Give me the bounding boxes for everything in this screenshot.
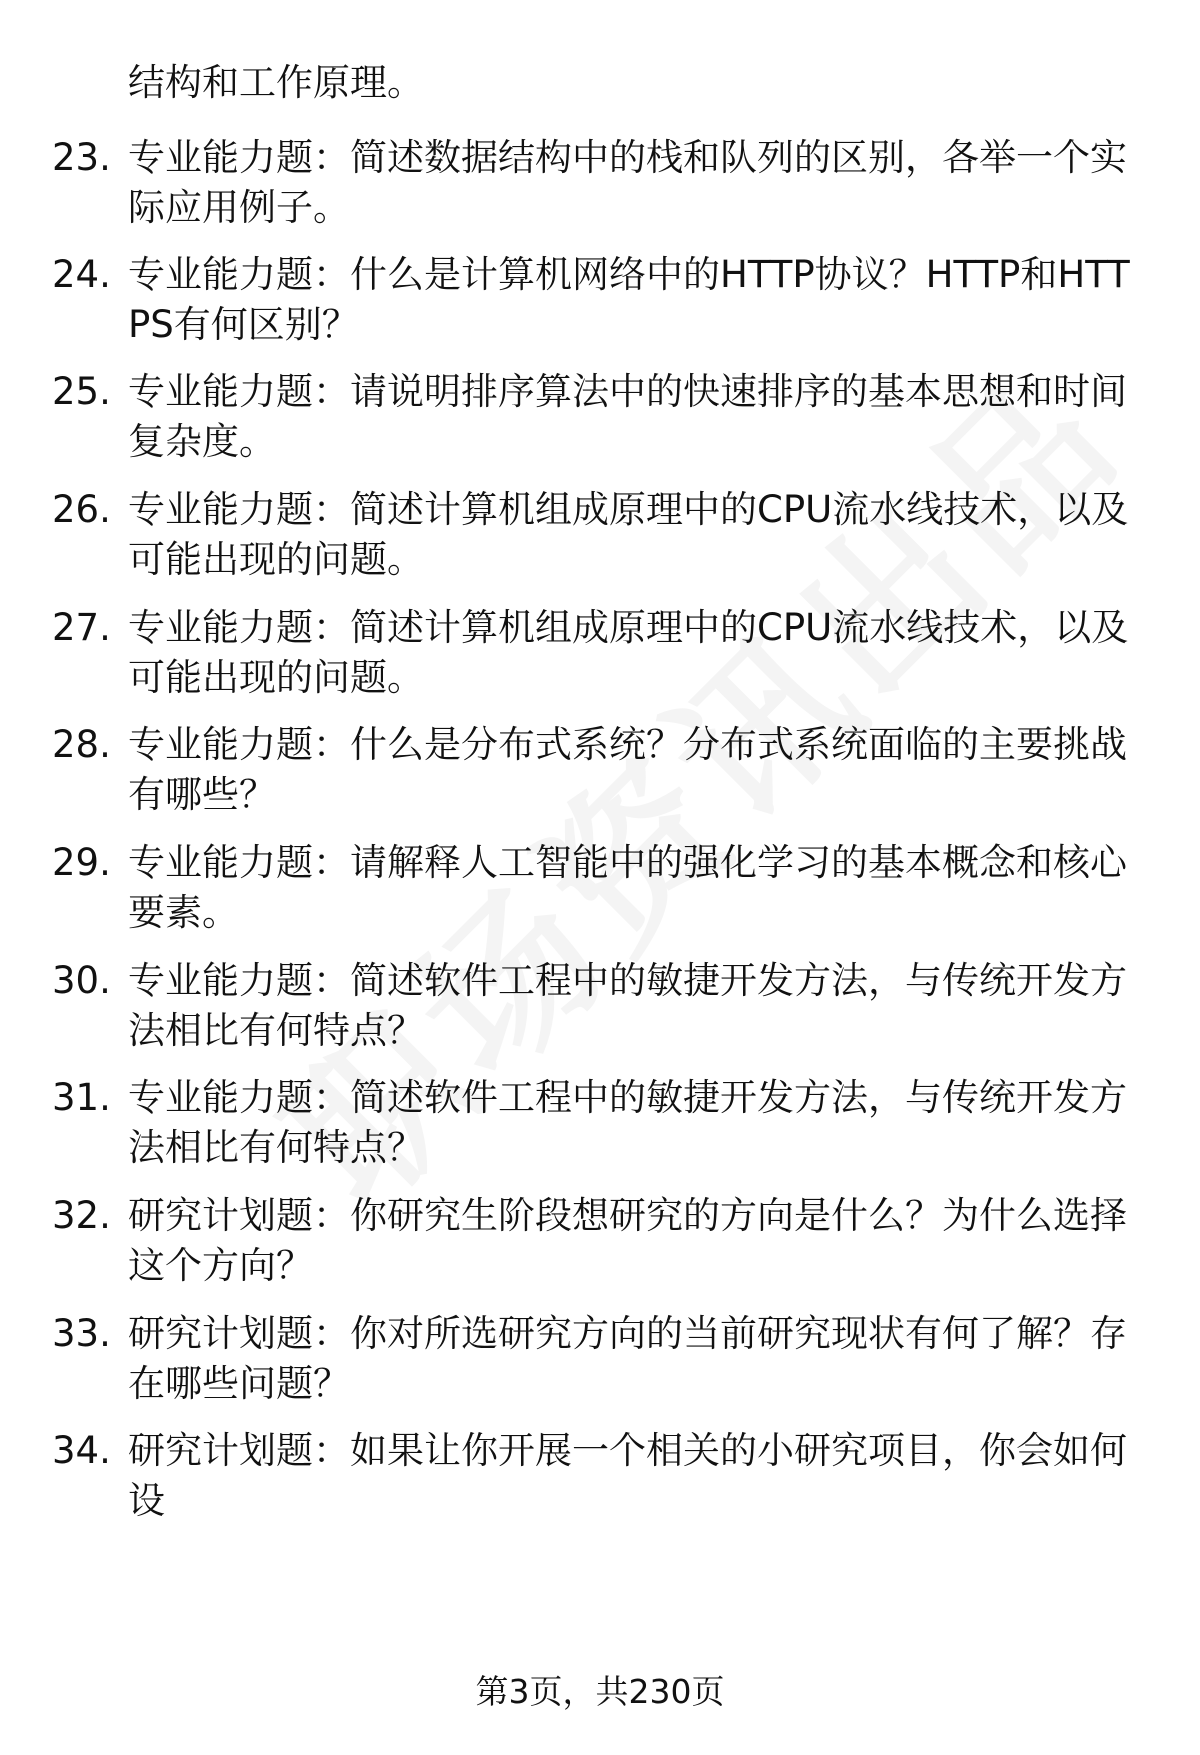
question-text: 专业能力题：简述计算机组成原理中的CPU流水线技术，以及可能出现的问题。 bbox=[128, 488, 1129, 581]
question-number: 24. bbox=[52, 253, 111, 296]
question-number: 27. bbox=[52, 606, 111, 649]
question-number: 25. bbox=[52, 370, 111, 413]
question-text: 专业能力题：什么是分布式系统？分布式系统面临的主要挑战有哪些？ bbox=[128, 723, 1127, 816]
question-text: 研究计划题：如果让你开展一个相关的小研究项目，你会如何设 bbox=[128, 1429, 1127, 1522]
question-number: 33. bbox=[52, 1312, 111, 1355]
question-number: 31. bbox=[52, 1076, 111, 1119]
question-number: 23. bbox=[52, 136, 111, 179]
question-number: 26. bbox=[52, 488, 111, 531]
question-number: 32. bbox=[52, 1194, 111, 1237]
question-text: 专业能力题：请解释人工智能中的强化学习的基本概念和核心要素。 bbox=[128, 841, 1127, 934]
question-number: 28. bbox=[52, 723, 111, 766]
page-footer: 第3页，共230页 bbox=[475, 1672, 725, 1711]
question-number: 34. bbox=[52, 1429, 111, 1472]
question-text: 专业能力题：简述数据结构中的栈和队列的区别，各举一个实际应用例子。 bbox=[128, 136, 1127, 229]
question-text: 专业能力题：简述计算机组成原理中的CPU流水线技术，以及可能出现的问题。 bbox=[128, 606, 1129, 699]
question-text: 专业能力题：简述软件工程中的敏捷开发方法，与传统开发方法相比有何特点？ bbox=[128, 959, 1127, 1052]
question-text: 专业能力题：什么是计算机网络中的HTTP协议？HTTP和HTTPS有何区别？ bbox=[128, 253, 1130, 346]
question-text: 专业能力题：简述软件工程中的敏捷开发方法，与传统开发方法相比有何特点？ bbox=[128, 1076, 1127, 1169]
question-text: 研究计划题：你研究生阶段想研究的方向是什么？为什么选择这个方向？ bbox=[128, 1194, 1127, 1287]
continuation-text: 结构和工作原理。 bbox=[128, 61, 424, 104]
question-number: 30. bbox=[52, 959, 111, 1002]
question-text: 专业能力题：请说明排序算法中的快速排序的基本思想和时间复杂度。 bbox=[128, 370, 1127, 463]
question-text: 研究计划题：你对所选研究方向的当前研究现状有何了解？存在哪些问题？ bbox=[128, 1312, 1127, 1405]
question-number: 29. bbox=[52, 841, 111, 884]
